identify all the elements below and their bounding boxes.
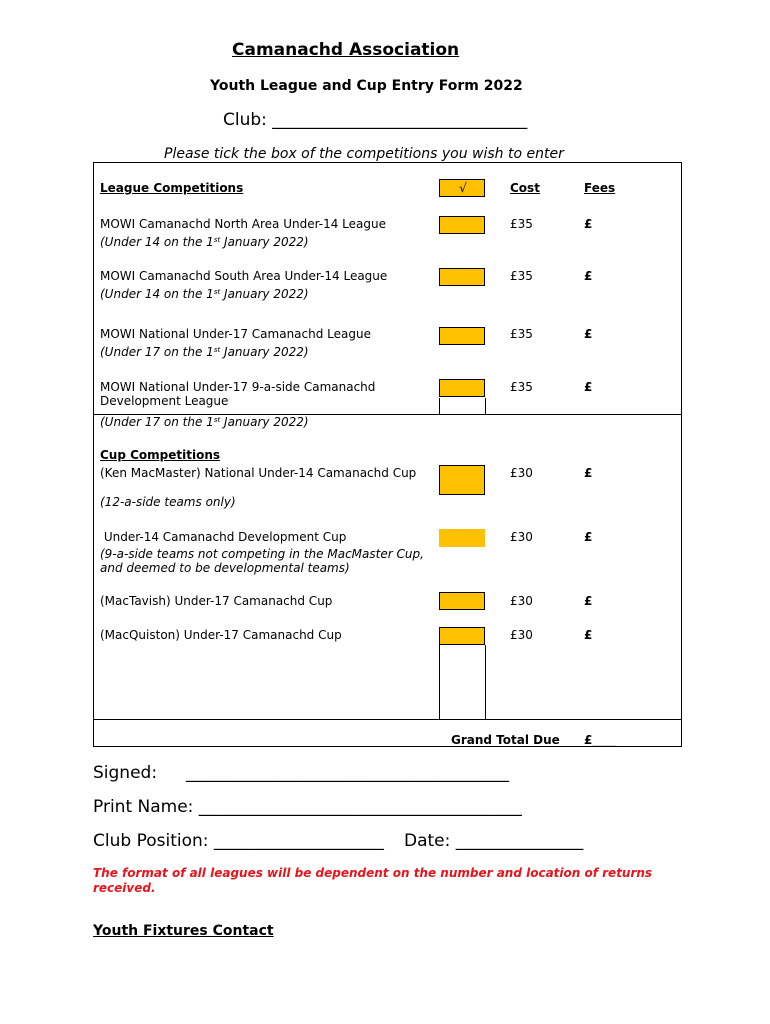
league-note: (Under 17 on the 1st January 2022)	[100, 345, 309, 359]
league-checkbox-south-u14[interactable]	[439, 268, 485, 286]
league-note: (Under 17 on the 1st January 2022)	[100, 415, 309, 429]
club-field[interactable]: Club: ______________________________	[223, 110, 528, 130]
cup-cost: £30	[510, 466, 533, 480]
form-subtitle: Youth League and Cup Entry Form 2022	[210, 78, 523, 94]
cup-fee: £	[584, 466, 593, 480]
cup-name: (MacTavish) Under-17 Camanachd Cup	[100, 594, 333, 608]
league-name: MOWI National Under-17 9-a-side Camanachd Development League	[100, 380, 376, 408]
league-name: MOWI National Under-17 Camanachd League	[100, 327, 371, 341]
grand-total-label: Grand Total Due	[451, 733, 560, 747]
fees-header: Fees	[584, 181, 616, 195]
cup-checkbox-mactavish[interactable]	[439, 592, 485, 610]
tick-column-line	[485, 398, 486, 414]
grand-total-value[interactable]: £____	[584, 733, 617, 747]
league-name: MOWI Camanachd South Area Under-14 League	[100, 269, 388, 283]
format-warning: The format of all leagues will be dependent on the number and location of returns received.	[93, 866, 653, 895]
cost-header: Cost	[510, 181, 540, 195]
cup-checkbox-macquiston[interactable]	[439, 627, 485, 645]
cup-note: (12-a-side teams only)	[100, 495, 236, 509]
youth-fixtures-contact-heading: Youth Fixtures Contact	[93, 923, 274, 939]
league-note: (Under 14 on the 1st January 2022)	[100, 287, 309, 301]
tick-column-line	[485, 645, 486, 720]
signed-field[interactable]: ______________________________________	[186, 763, 509, 783]
league-cost: £35	[510, 380, 533, 394]
league-checkbox-north-u14[interactable]	[439, 216, 485, 234]
tick-column-line	[439, 398, 440, 414]
league-checkbox-national-u17[interactable]	[439, 327, 485, 345]
cup-fee: £	[584, 530, 593, 544]
league-fee: £	[584, 327, 593, 341]
cup-note: (9-a-side teams not competing in the MacMaster Cup, and deemed to be developmental teams)	[100, 547, 424, 575]
cup-name: (Ken MacMaster) National Under-14 Camanachd Cup	[100, 466, 417, 480]
league-fee: £	[584, 269, 593, 283]
cup-cost: £30	[510, 530, 533, 544]
cup-heading: Cup Competitions	[100, 448, 221, 462]
league-cost: £35	[510, 327, 533, 341]
league-heading: League Competitions	[100, 181, 244, 195]
league-checkbox-national-u17-9aside[interactable]	[439, 379, 485, 397]
league-fee: £	[584, 217, 593, 231]
cup-cost: £30	[510, 594, 533, 608]
print-name-field[interactable]: Print Name: ______________________________________	[93, 797, 522, 817]
tick-column-line	[439, 645, 440, 720]
league-cost: £35	[510, 269, 533, 283]
cup-checkbox-development[interactable]	[439, 529, 485, 547]
tick-header-box	[439, 179, 485, 197]
cup-checkbox-macmaster[interactable]	[439, 465, 485, 495]
page-title: Camanachd Association	[232, 40, 460, 60]
date-field[interactable]: Date: _______________	[404, 831, 584, 851]
cup-name: (MacQuiston) Under-17 Camanachd Cup	[100, 628, 342, 642]
signed-label: Signed:	[93, 763, 158, 783]
cup-name: Under-14 Camanachd Development Cup	[100, 530, 347, 544]
club-position-field[interactable]: Club Position: ____________________	[93, 831, 384, 851]
cup-fee: £	[584, 628, 593, 642]
league-note: (Under 14 on the 1st January 2022)	[100, 235, 309, 249]
tick-icon: √	[459, 181, 467, 195]
league-name: MOWI Camanachd North Area Under-14 League	[100, 217, 386, 231]
instruction-text: Please tick the box of the competitions you wish to enter	[164, 146, 564, 162]
league-fee: £	[584, 380, 593, 394]
cup-cost: £30	[510, 628, 533, 642]
table-divider	[93, 719, 682, 720]
league-cost: £35	[510, 217, 533, 231]
cup-fee: £	[584, 594, 593, 608]
